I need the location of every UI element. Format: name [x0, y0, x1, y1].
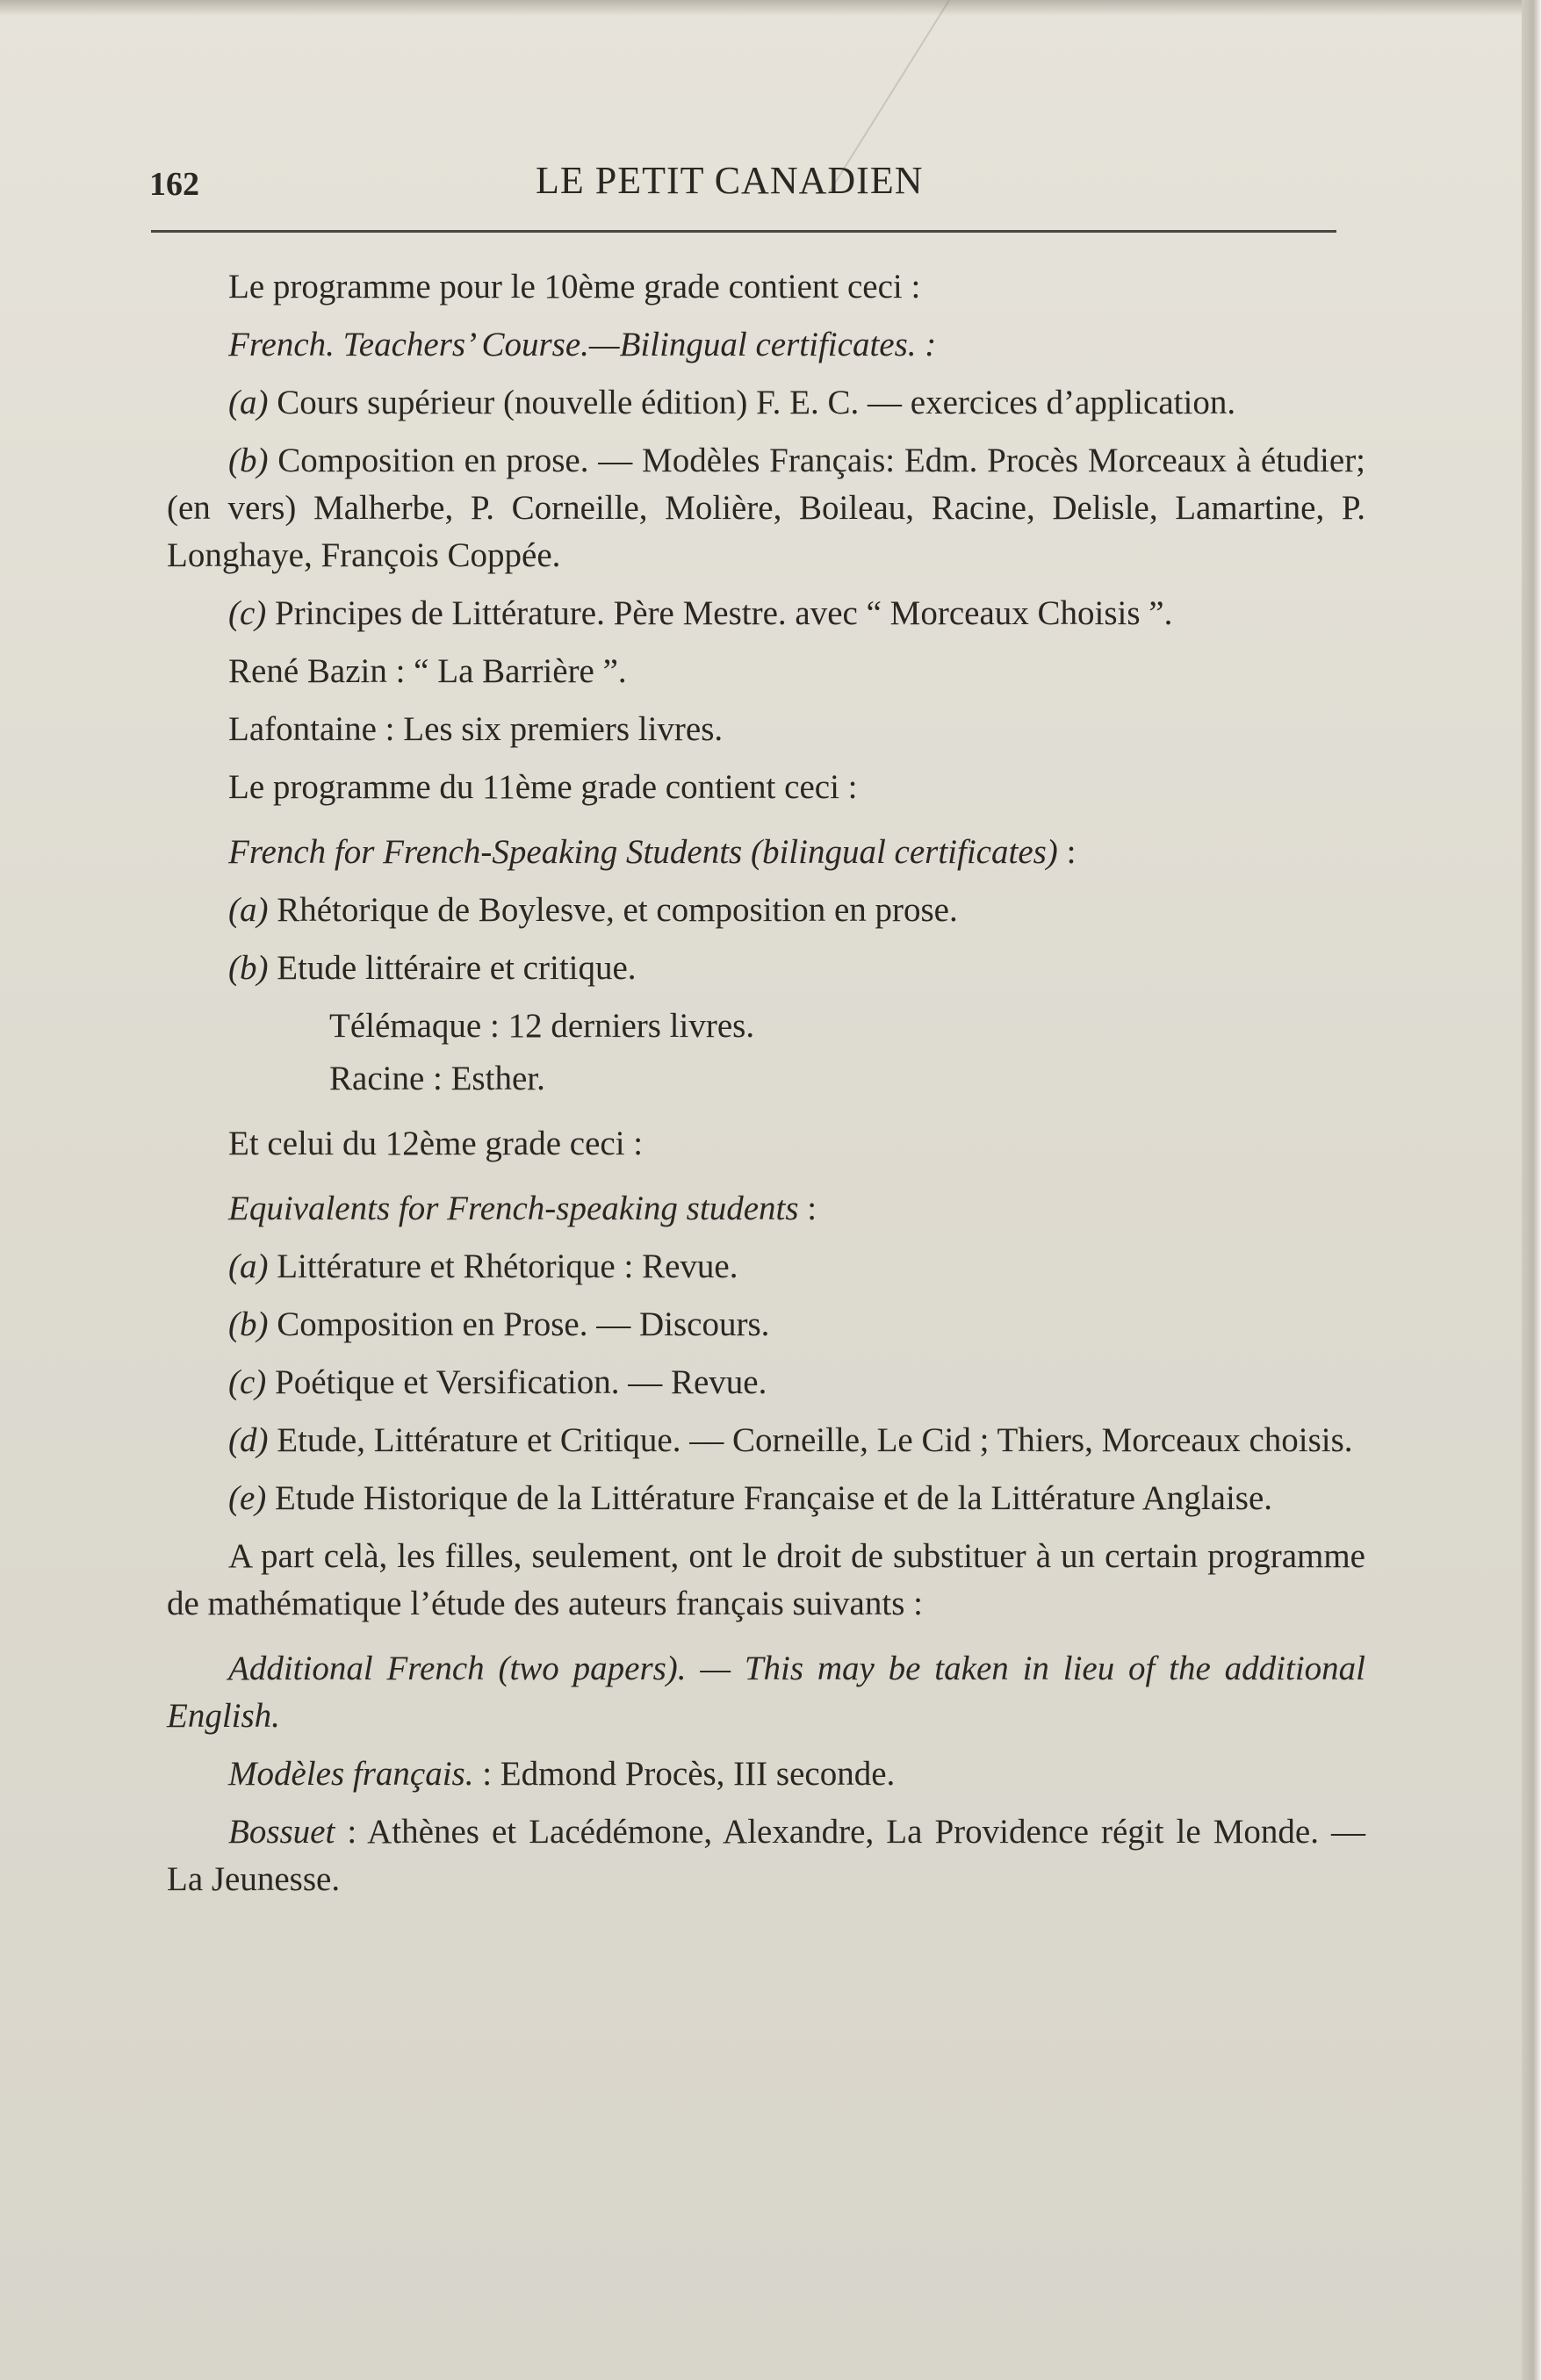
item-label: (a)	[228, 1248, 269, 1285]
list-item	[167, 945, 1365, 992]
text: Le programme pour le 10ème grade contient ceci :	[228, 268, 921, 306]
header-rule	[151, 230, 1336, 233]
text: Racine : Esther.	[329, 1060, 545, 1097]
list-item	[167, 1301, 1365, 1348]
text: :	[798, 1190, 817, 1227]
item-label: (b)	[228, 1305, 269, 1343]
item-label: (b)	[228, 949, 269, 987]
item-label: (c)	[228, 1363, 267, 1401]
text: : Edmond Procès, III seconde.	[473, 1755, 896, 1793]
text: Modèles français.	[228, 1755, 474, 1793]
list-item	[167, 379, 1365, 427]
text: Composition en prose. — Modèles Français: Edm. Procès Morceaux à étudier; (en vers) Malherbe, P. Corneille, Molière, Boileau, Racine, Delisle, Lamartine, P. Longhaye, François Coppée.	[167, 442, 1366, 574]
page-top-shadow	[0, 0, 1541, 16]
text: Le programme du 11ème grade contient ceci :	[228, 768, 858, 806]
item-label: (a)	[228, 384, 269, 421]
text: Bossuet	[228, 1813, 335, 1851]
text: Principes de Littérature. Père Mestre. avec “ Morceaux Choisis ”.	[275, 594, 1173, 632]
text: French. Teachers’ Course.—Bilingual certificates. :	[228, 326, 937, 363]
text: Cours supérieur (nouvelle édition) F. E. C. — exercices d’application.	[277, 384, 1236, 421]
text: Rhétorique de Boylesve, et composition en prose.	[277, 891, 958, 929]
text: Et celui du 12ème grade ceci :	[228, 1125, 644, 1162]
text: Littérature et Rhétorique : Revue.	[277, 1248, 738, 1285]
page-number: 162	[149, 166, 199, 203]
text: Additional French (two papers). — This may be taken in lieu of the additional English.	[167, 1650, 1365, 1735]
list-item	[167, 590, 1365, 637]
paragraph	[167, 706, 1365, 753]
text: Lafontaine : Les six premiers livres.	[228, 710, 724, 748]
paragraph	[167, 263, 1365, 311]
text: French for French-Speaking Students (bilingual certificates)	[228, 833, 1058, 871]
list-item	[167, 1417, 1365, 1464]
text: Equivalents for French-speaking students	[228, 1190, 799, 1227]
course-heading	[167, 1185, 1365, 1233]
text: Etude Historique de la Littérature Française et de la Littérature Anglaise.	[275, 1479, 1273, 1517]
course-heading	[167, 1645, 1365, 1740]
item-label: (d)	[228, 1421, 269, 1459]
course-heading	[167, 321, 1365, 369]
text: Poétique et Versification. — Revue.	[275, 1363, 767, 1401]
text: A part celà, les filles, seulement, ont le droit de substituer à un certain programme de mathématique l’étude des auteurs français suivants :	[167, 1537, 1365, 1622]
item-label: (c)	[228, 594, 267, 632]
text: René Bazin : “ La Barrière ”.	[228, 652, 627, 690]
text: Etude littéraire et critique.	[277, 949, 637, 987]
running-header	[149, 149, 1335, 219]
paragraph	[167, 1533, 1365, 1628]
list-item	[167, 1243, 1365, 1291]
item-label: (a)	[228, 891, 269, 929]
page-body	[167, 263, 1365, 1914]
text: Composition en Prose. — Discours.	[277, 1305, 770, 1343]
text: Etude, Littérature et Critique. — Corneille, Le Cid ; Thiers, Morceaux choisis.	[277, 1421, 1353, 1459]
sub-item	[167, 1055, 1365, 1103]
list-item	[167, 1475, 1365, 1522]
paragraph	[167, 1808, 1365, 1903]
paragraph	[167, 648, 1365, 695]
list-item	[167, 1359, 1365, 1406]
item-label: (b)	[228, 442, 269, 479]
paragraph	[167, 1120, 1365, 1168]
paragraph	[167, 1751, 1365, 1798]
paper-crease	[827, 0, 1054, 260]
sub-item	[167, 1003, 1365, 1050]
text: Télémaque : 12 derniers livres.	[329, 1007, 755, 1045]
page-right-edge	[1522, 0, 1541, 2380]
item-label: (e)	[228, 1479, 267, 1517]
list-item	[167, 887, 1365, 934]
course-heading	[167, 829, 1365, 876]
list-item	[167, 437, 1365, 579]
text: : Athènes et Lacédémone, Alexandre, La Providence régit le Monde. — La Jeunesse.	[167, 1813, 1365, 1898]
text: :	[1057, 833, 1077, 871]
paragraph	[167, 764, 1365, 811]
running-title: LE PETIT CANADIEN	[536, 159, 924, 202]
